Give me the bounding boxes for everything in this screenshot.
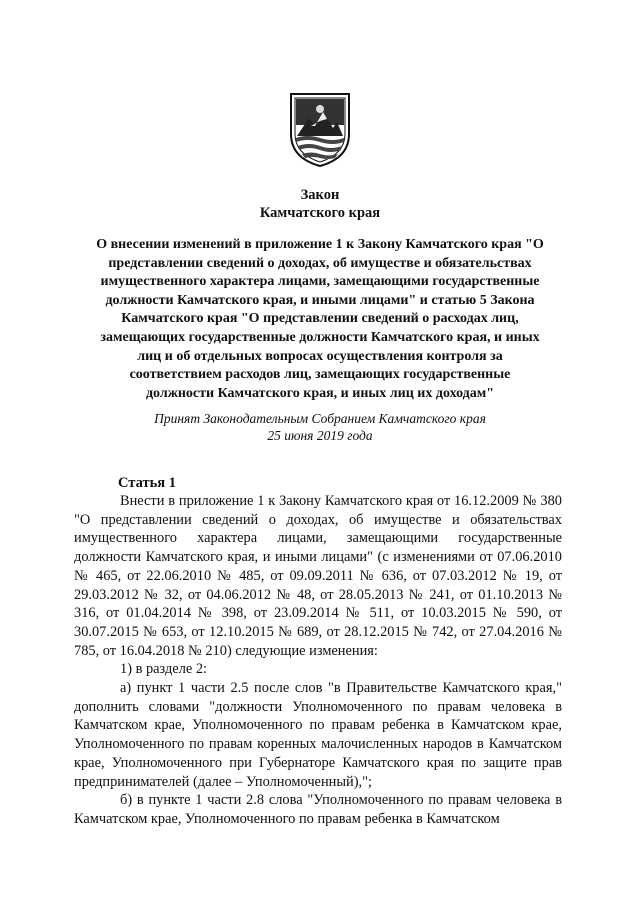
adoption-body: Принят Законодательным Собранием Камчатского края (154, 411, 486, 426)
article-paragraph: Внести в приложение 1 к Закону Камчатского края от 16.12.2009 № 380 "О представлении сведений о доходах, об имуществе и обязательствах имущественного характера лицами, замещающими государственные должности Камчатского края, и иными лицами" (с изменениями от 07.06.2010 № 465, от 22.06.2010 № 485, от 09.09.2011 № 636, от 07.03.2012 № 19, от 29.03.2012 № 32, от 04.06.2012 № 48, от 28.05.2013 № 241, от 01.10.2013 № 316, от 01.04.2014 № 398, от 23.09.2014 № 511, от 10.03.2015 № 590, от 30.07.2015 № 653, от 12.10.2015 № 689, от 28.12.2015 № 742, от 27.04.2016 № 785, от 16.04.2018 № 210) следующие изменения: (74, 493, 562, 659)
article-heading: Статья 1 (118, 475, 176, 491)
article-paragraph: 1) в разделе 2: (120, 661, 208, 678)
law-title: О внесении изменений в приложение 1 к Закону Камчатского края "О представлении сведений о доходах, об имуществе и обязательствах имущественного характера лицами, замещающими государственные должности Камчатского края, и иными лицами" и статью 5 Закона Камчатского края "О представлении сведений о расходах лиц, замещающих государственные должности Камчатского края, и иных лиц и об отдельных вопросах осуществления контроля за соответствием расходов лиц, замещающих государственные должности Камчатского края, и иных лиц их доходам" (96, 237, 544, 401)
kamchatka-coat-of-arms-icon (287, 90, 353, 168)
law-region: Камчатского края (259, 205, 381, 221)
adoption-note (100, 410, 540, 444)
article-paragraph: б) в пункте 1 части 2.8 слова "Уполномоченного по правам человека в Камчатском крае, Уполномоченного по правам ребенка в Камчатском (74, 792, 562, 827)
article-paragraph: а) пункт 1 части 2.5 после слов "в Правительстве Камчатского края," дополнить словами "должности Уполномоченного по правам человека в Камчатском крае, Уполномоченного по правам ребенка в Камчатском крае, Уполномоченного по правам коренных малочисленных народов в Камчатском крае, Уполномоченного при Губернаторе Камчатского края по защите прав предпринимателей (далее – Уполномоченный),"; (74, 680, 562, 790)
adoption-date: 25 июня 2019 года (267, 428, 373, 443)
article-body (74, 492, 562, 829)
law-label: Закон (300, 187, 340, 203)
